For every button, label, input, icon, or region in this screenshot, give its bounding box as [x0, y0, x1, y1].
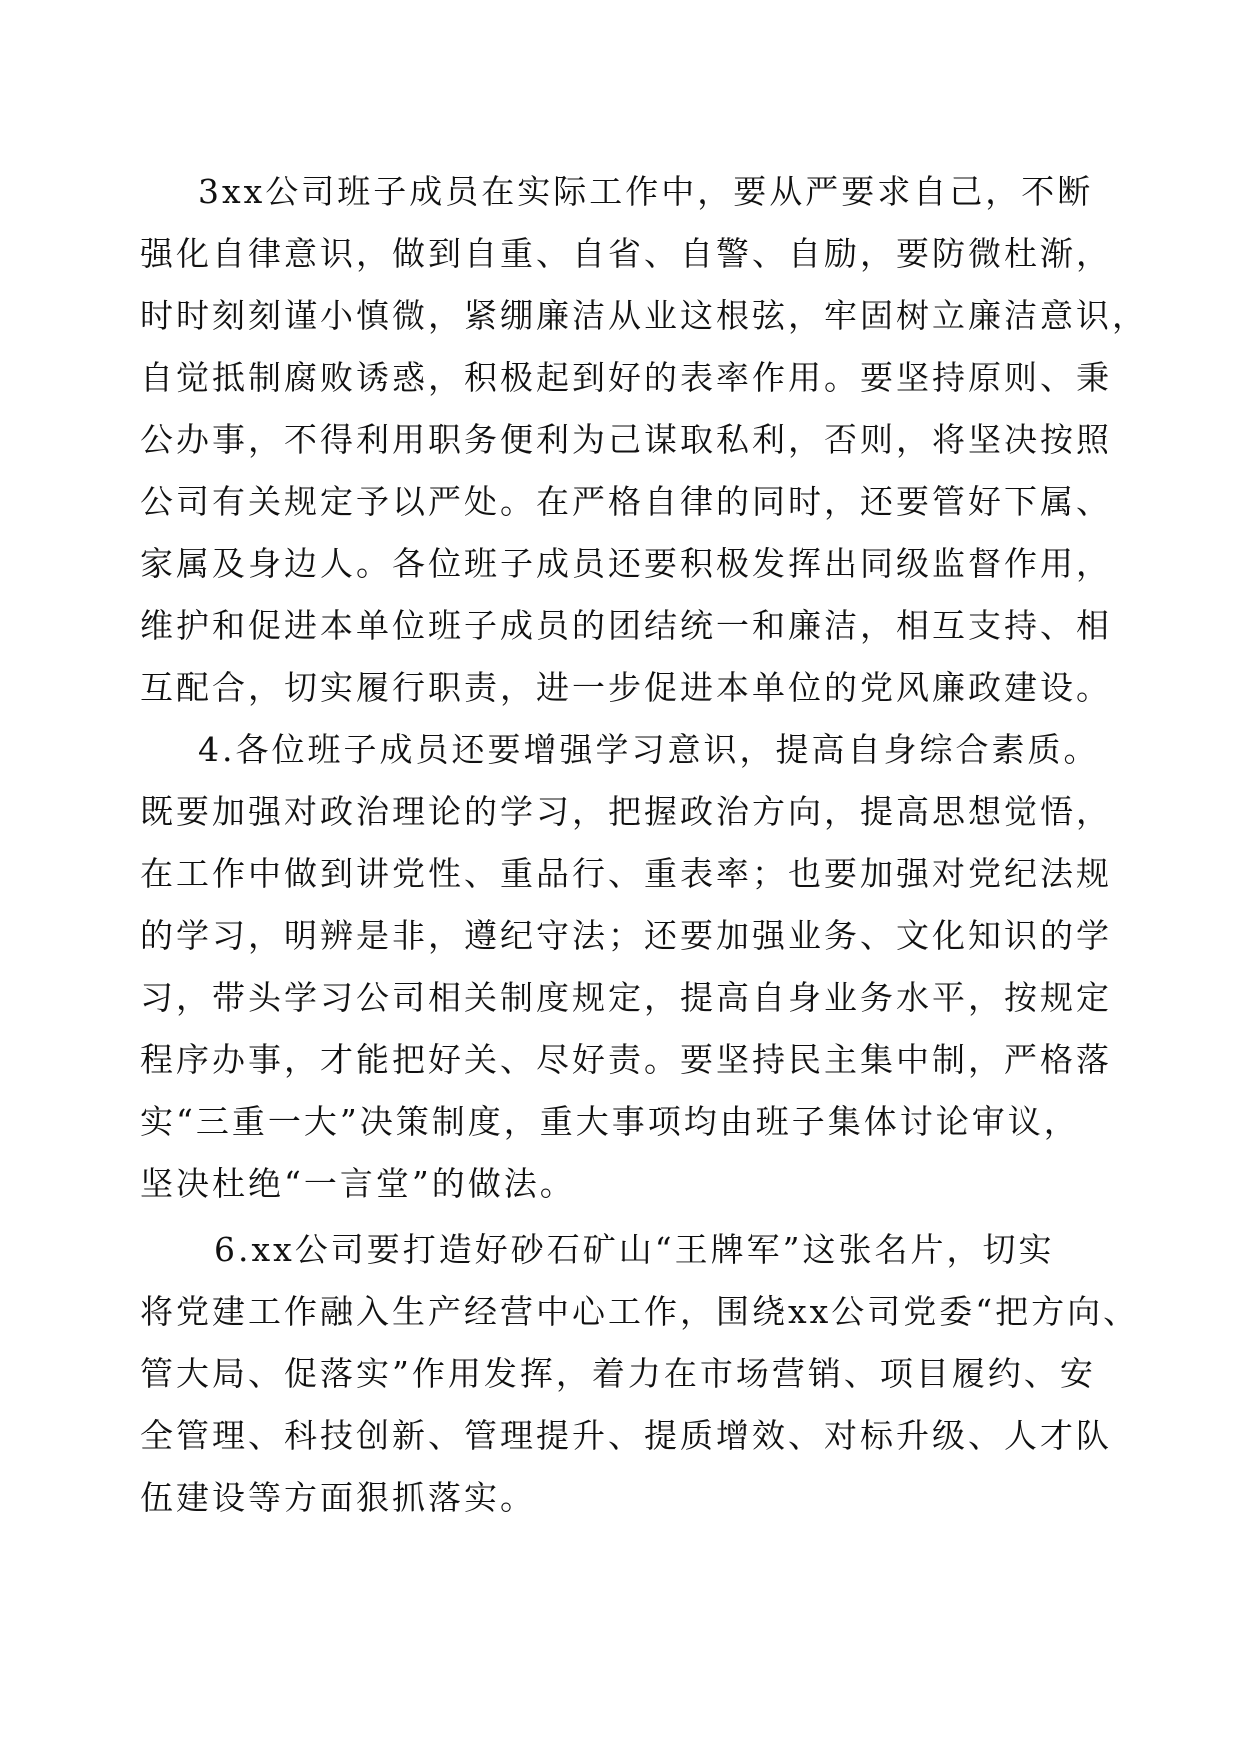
paragraph-4-line-1: 4.各位班子成员还要增强学习意识，提高自身综合素质。	[198, 730, 1100, 769]
paragraph-6-line-3: 管大局、促落实”作用发挥，着力在市场营销、项目履约、安	[140, 1354, 1096, 1393]
paragraph-4-line-6: 程序办事，才能把好关、尽好责。要坚持民主集中制，严格落	[140, 1040, 1112, 1079]
paragraph-6-line-4: 全管理、科技创新、管理提升、提质增效、对标升级、人才队	[140, 1416, 1112, 1455]
paragraph-3-line-8: 维护和促进本单位班子成员的团结统一和廉洁，相互支持、相	[140, 606, 1112, 645]
paragraph-3-line-2: 强化自律意识，做到自重、自省、自警、自励，要防微杜渐，	[140, 234, 1112, 273]
paragraph-4-line-4: 的学习，明辨是非，遵纪守法；还要加强业务、文化知识的学	[140, 916, 1112, 955]
paragraph-3-line-6: 公司有关规定予以严处。在严格自律的同时，还要管好下属、	[140, 482, 1112, 521]
paragraph-3-line-9: 互配合，切实履行职责，进一步促进本单位的党风廉政建设。	[140, 668, 1112, 707]
paragraph-6-line-5: 伍建设等方面狠抓落实。	[140, 1478, 536, 1517]
paragraph-3-line-7: 家属及身边人。各位班子成员还要积极发挥出同级监督作用，	[140, 544, 1112, 583]
paragraph-3-line-1: 3xx公司班子成员在实际工作中，要从严要求自己，不断	[198, 172, 1094, 211]
paragraph-4-line-3: 在工作中做到讲党性、重品行、重表率；也要加强对党纪法规	[140, 854, 1112, 893]
paragraph-4-line-8: 坚决杜绝“一言堂”的做法。	[140, 1164, 576, 1203]
paragraph-3-line-3: 时时刻刻谨小慎微，紧绷廉洁从业这根弦，牢固树立廉洁意识，	[140, 296, 1148, 335]
paragraph-3-line-4: 自觉抵制腐败诱惑，积极起到好的表率作用。要坚持原则、秉	[140, 358, 1112, 397]
paragraph-3-line-5: 公办事，不得利用职务便利为己谋取私利，否则，将坚决按照	[140, 420, 1112, 459]
paragraph-6-line-1: 6.xx公司要打造好砂石矿山“王牌军”这张名片，切实	[214, 1230, 1055, 1269]
paragraph-4-line-2: 既要加强对政治理论的学习，把握政治方向，提高思想觉悟，	[140, 792, 1112, 831]
paragraph-4-line-7: 实“三重一大”决策制度，重大事项均由班子集体讨论审议，	[140, 1102, 1080, 1141]
paragraph-6-line-2: 将党建工作融入生产经营中心工作，围绕xx公司党委“把方向、	[140, 1292, 1140, 1331]
paragraph-4-line-5: 习，带头学习公司相关制度规定，提高自身业务水平，按规定	[140, 978, 1112, 1017]
